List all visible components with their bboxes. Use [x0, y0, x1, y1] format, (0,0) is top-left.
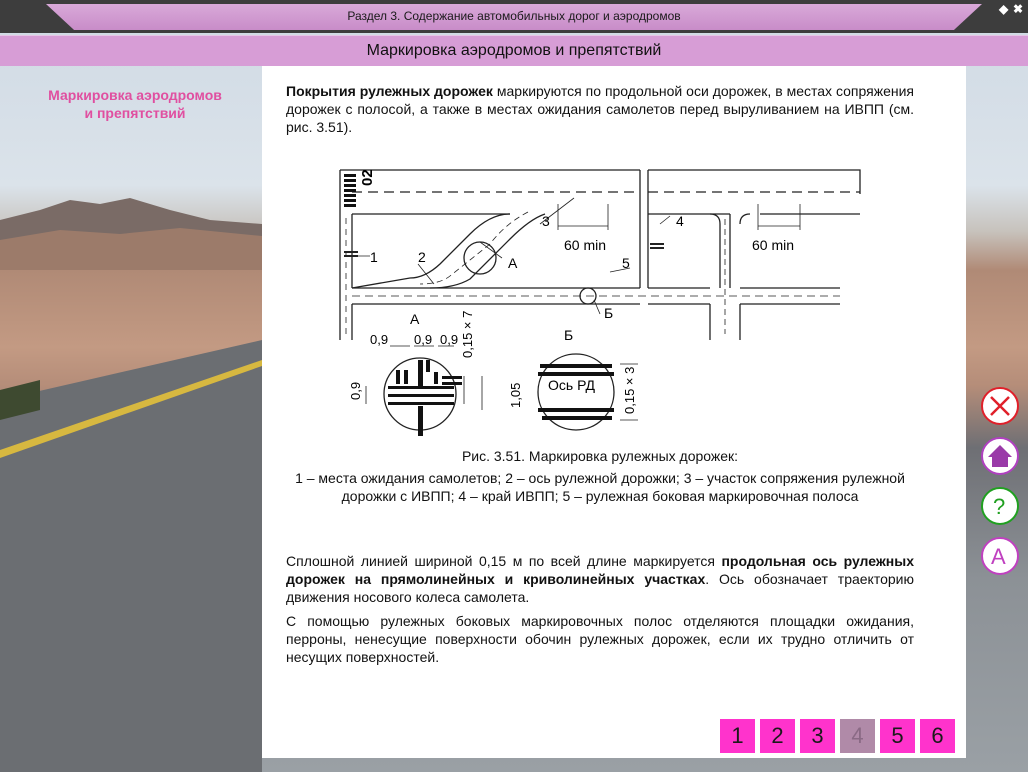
close-button[interactable]	[980, 386, 1020, 426]
figure-caption: Рис. 3.51. Маркировка рулежных дорожек:	[461, 448, 739, 464]
sidebar-title-line1: Маркировка аэродромов	[48, 87, 222, 103]
dim-a-5: 0,9	[348, 381, 363, 400]
label-a: А	[508, 255, 518, 271]
page-button-3[interactable]: 3	[800, 719, 835, 753]
intro-bold: Покрытия рулежных дорожек	[286, 83, 493, 99]
page-button-4-current[interactable]: 4	[840, 719, 875, 753]
dim-a-1: 0,9	[370, 332, 389, 347]
dim-a-3: 0,9	[440, 332, 459, 347]
detail-b-title: Б	[564, 327, 574, 343]
label-5: 5	[622, 255, 630, 271]
sidebar-title-line2: и препятствий	[84, 105, 186, 121]
mountains-image	[0, 190, 262, 270]
axis-text-end: . Ось обозначает траекторию движения носового колеса самолета.	[286, 571, 914, 605]
dim-a-6: 1,05	[508, 382, 523, 408]
page-navigator	[720, 719, 955, 753]
paragraph-intro	[286, 82, 914, 136]
intro-text: маркируются по продольной оси дорожек, в местах сопряжения дорожек с полосой, а также в местах ожидания самолетов перед выруливанием на ИВПП (см. рис. 3.51).	[286, 83, 914, 135]
figure-legend: 1 – места ожидания самолетов; 2 – ось рулежной дорожки; 3 – участок сопряжения рулежной дорожки с ИВПП; 4 – край ИВПП; 5 – рулежная боковая маркировочная полоса	[295, 470, 905, 504]
label-3: 3	[542, 213, 550, 229]
page-button-6[interactable]: 6	[920, 719, 955, 753]
detail-b-axis-label: Ось РД	[548, 377, 595, 393]
dim-a-4: 0,15 × 7	[460, 310, 475, 358]
label-b: Б	[604, 305, 614, 321]
sidebar-title	[20, 86, 250, 122]
section-title: Раздел 3. Содержание автомобильных дорог и аэродромов	[347, 9, 681, 23]
dim-b: 0,15 × 3	[622, 366, 637, 414]
paragraph-side-stripes: С помощью рулежных боковых маркировочных полос отделяются площадки ожидания, перроны, ненесущие поверхности обочин рулежных дорожек, если их трудно отличить от несущих поверхностей.	[286, 613, 914, 665]
restore-icon[interactable]: ◆	[999, 2, 1009, 16]
page-button-2[interactable]: 2	[760, 719, 795, 753]
font-icon: A	[991, 544, 1006, 569]
detail-a-title: А	[410, 311, 420, 327]
label-4: 4	[676, 213, 684, 229]
page-button-5[interactable]: 5	[880, 719, 915, 753]
page-button-1[interactable]: 1	[720, 719, 755, 753]
axis-text-bold: продольная ось рулежных дорожек на прямолинейных и криволинейных участках	[286, 553, 914, 587]
home-button[interactable]	[980, 436, 1020, 476]
label-1: 1	[370, 249, 378, 265]
close-window-icon[interactable]: ✖	[1013, 2, 1024, 16]
dim-60min-b: 60 min	[752, 237, 795, 253]
dim-a-2: 0,9	[414, 332, 433, 347]
paragraph-axis	[286, 552, 914, 606]
help-icon: ?	[993, 494, 1006, 519]
dim-60min-a: 60 min	[564, 237, 607, 253]
label-2: 2	[418, 249, 426, 265]
help-button[interactable]	[980, 486, 1020, 526]
page-title: Маркировка аэродромов и препятствий	[366, 42, 662, 59]
taxiway-marking-diagram	[330, 164, 870, 440]
road-image	[0, 340, 262, 772]
axis-text-start: Сплошной линией шириной 0,15 м по всей длине маркируется	[286, 553, 722, 569]
runway-number: 02	[359, 169, 376, 186]
font-size-button[interactable]	[980, 536, 1020, 576]
